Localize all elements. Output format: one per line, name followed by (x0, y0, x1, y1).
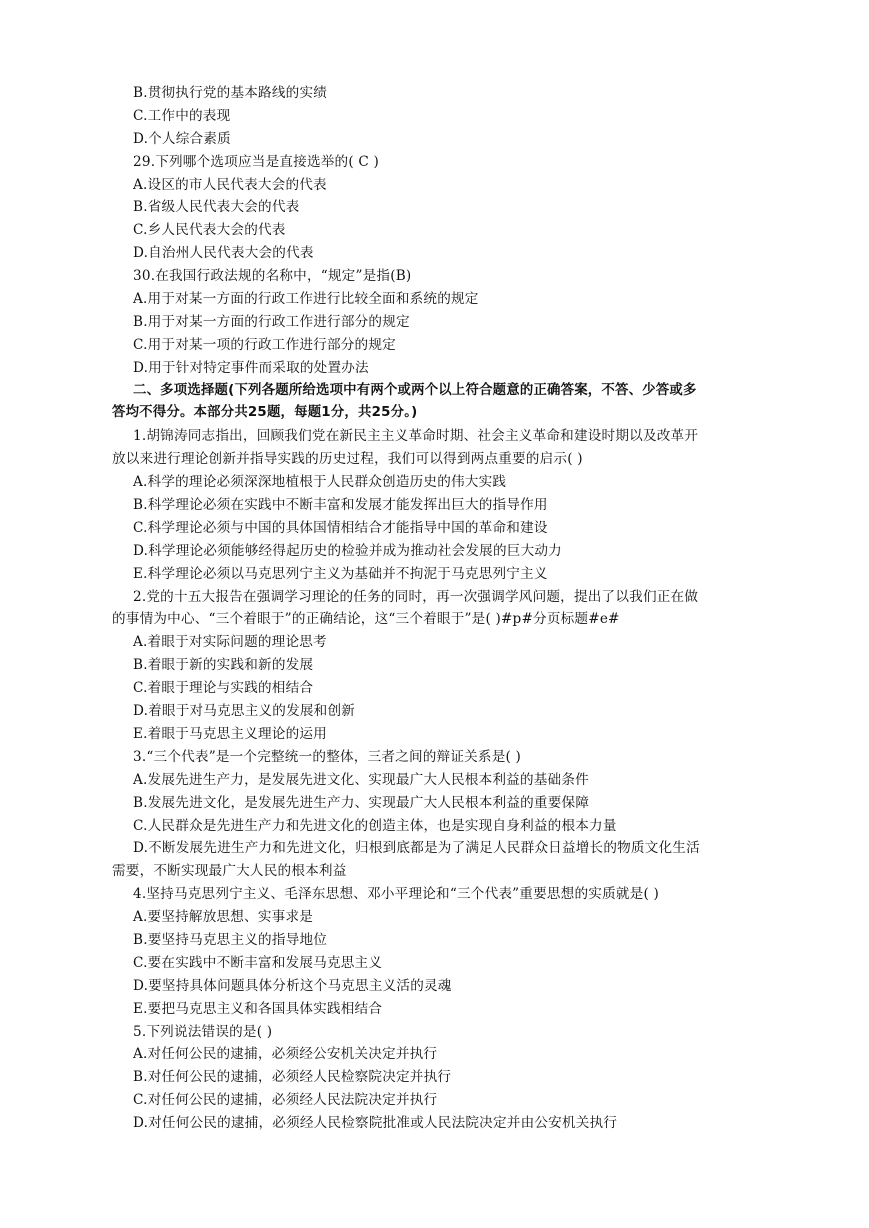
m2-option-e: E.着眼于马克思主义理论的运用 (133, 725, 327, 742)
section-heading-cont: 答均不得分。本部分共25题，每题1分，共25分。) (112, 405, 418, 421)
m3-option-d-cont: 需要，不断实现最广大人民的根本利益 (112, 863, 347, 880)
m1-option-a: A.科学的理论必须深深地植根于人民群众创造历史的伟大实践 (133, 474, 507, 491)
document-page (0, 82, 869, 1135)
m2-option-a: A.着眼于对实际问题的理论思考 (133, 634, 327, 651)
m3-option-a: A.发展先进生产力，是发展先进文化、实现最广大人民根本利益的基础条件 (133, 771, 589, 788)
m1-stem-cont: 放以来进行理论创新并指导实践的历史过程，我们可以得到两点重要的启示( ) (112, 451, 583, 468)
m1-stem: 1.胡锦涛同志指出，回顾我们党在新民主主义革命时期、社会主义革命和建设时期以及改革开 (133, 428, 699, 445)
m4-option-a: A.要坚持解放思想、实事求是 (133, 909, 314, 926)
m2-stem-cont: 的事情为中心、“三个着眼于”的正确结论，这“三个着眼于”是( )#p#分页标题#e# (112, 611, 620, 628)
m2-option-d: D.着眼于对马克思主义的发展和创新 (133, 703, 356, 720)
q28-option-c: C.工作中的表现 (133, 107, 231, 124)
q30-option-b: B.用于对某一方面的行政工作进行部分的规定 (133, 313, 410, 330)
m5-option-a: A.对任何公民的逮捕，必须经公安机关决定并执行 (133, 1046, 438, 1063)
m5-option-b: B.对任何公民的逮捕，必须经人民检察院决定并执行 (133, 1069, 452, 1086)
m2-stem: 2.党的十五大报告在强调学习理论的任务的同时，再一次强调学风问题，提出了以我们正在做 (133, 588, 699, 605)
m5-option-d: D.对任何公民的逮捕，必须经人民检察院批准或人民法院决定并由公安机关执行 (133, 1115, 618, 1132)
q30-stem: 30.在我国行政法规的名称中，“规定”是指(B) (133, 268, 412, 285)
section-heading: 二、多项选择题(下列各题所给选项中有两个或两个以上符合题意的正确答案，不答、少答或多 (133, 382, 697, 398)
q29-option-b: B.省级人民代表大会的代表 (133, 199, 300, 216)
m1-option-d: D.科学理论必须能够经得起历史的检验并成为推动社会发展的巨大动力 (133, 542, 562, 559)
m4-stem: 4.坚持马克思列宁主义、毛泽东思想、邓小平理论和“三个代表”重要思想的实质就是( ) (133, 886, 659, 903)
q30-option-c: C.用于对某一项的行政工作进行部分的规定 (133, 336, 396, 353)
q29-option-c: C.乡人民代表大会的代表 (133, 222, 286, 239)
m5-option-c: C.对任何公民的逮捕，必须经人民法院决定并执行 (133, 1092, 438, 1109)
m3-stem: 3.“三个代表”是一个完整统一的整体，三者之间的辩证关系是( ) (133, 748, 522, 765)
m5-stem: 5.下列说法错误的是( ) (133, 1023, 273, 1040)
m1-option-c: C.科学理论必须与中国的具体国情相结合才能指导中国的革命和建设 (133, 519, 548, 536)
m3-option-b: B.发展先进文化，是发展先进生产力、实现最广大人民根本利益的重要保障 (133, 794, 590, 811)
m4-option-d: D.要坚持具体问题具体分析这个马克思主义活的灵魂 (133, 977, 452, 994)
m1-option-b: B.科学理论必须在实践中不断丰富和发展才能发挥出巨大的指导作用 (133, 497, 548, 514)
q30-option-a: A.用于对某一方面的行政工作进行比较全面和系统的规定 (133, 291, 479, 308)
q29-option-d: D.自治州人民代表大会的代表 (133, 245, 314, 262)
m1-option-e: E.科学理论必须以马克思列宁主义为基础并不拘泥于马克思列宁主义 (133, 565, 548, 582)
m4-option-e: E.要把马克思主义和各国具体实践相结合 (133, 1000, 383, 1017)
m2-option-c: C.着眼于理论与实践的相结合 (133, 680, 314, 697)
q29-stem: 29.下列哪个选项应当是直接选举的( C ) (133, 153, 379, 170)
q28-option-d: D.个人综合素质 (133, 130, 231, 147)
m3-option-d: D.不断发展先进生产力和先进文化，归根到底都是为了满足人民群众日益增长的物质文化生活 (133, 840, 700, 857)
m4-option-b: B.要坚持马克思主义的指导地位 (133, 931, 328, 948)
m2-option-b: B.着眼于新的实践和新的发展 (133, 657, 314, 674)
q28-option-b: B.贯彻执行党的基本路线的实绩 (133, 85, 328, 101)
m4-option-c: C.要在实践中不断丰富和发展马克思主义 (133, 954, 383, 971)
q30-option-d: D.用于针对特定事件而采取的处置办法 (133, 359, 369, 376)
q29-option-a: A.设区的市人民代表大会的代表 (133, 176, 327, 193)
m3-option-c: C.人民群众是先进生产力和先进文化的创造主体，也是实现自身利益的根本力量 (133, 817, 617, 834)
